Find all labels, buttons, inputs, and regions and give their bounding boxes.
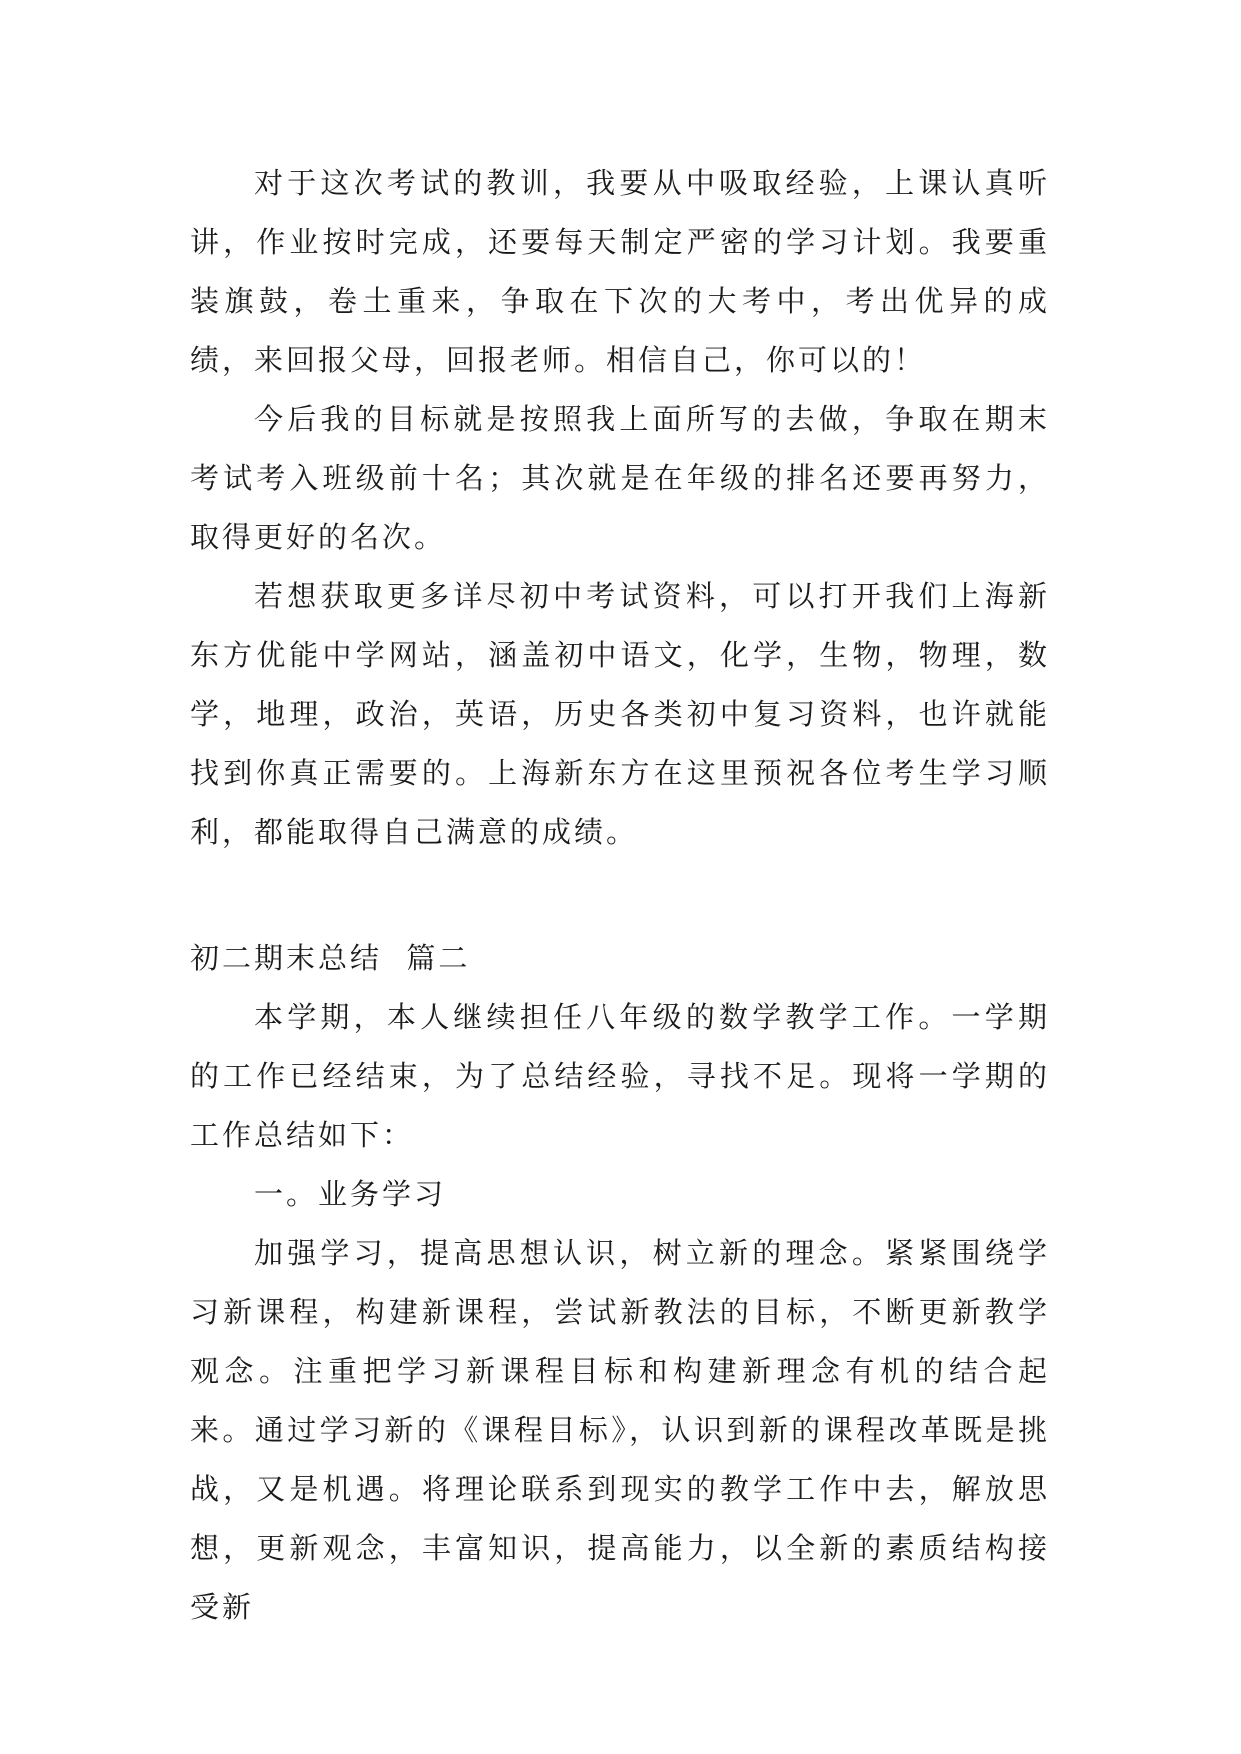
- section-title: 初二期末总结 篇二: [190, 941, 471, 975]
- paragraph-intro: 本学期，本人继续担任八年级的数学教学工作。一学期的工作已经结束，为了总结经验，寻找不足。现将一学期的工作总结如下：: [190, 1000, 1050, 1152]
- subheading-business-study: 一。业务学习: [254, 1177, 447, 1211]
- paragraph-business-study: 加强学习，提高思想认识，树立新的理念。紧紧围绕学习新课程，构建新课程，尝试新教法的目标，不断更新教学观念。注重把学习新课程目标和构建新理念有机的结合起来。通过学习新的《课程目标》，认识到新的课程改革既是挑战，又是机遇。将理论联系到现实的教学工作中去，解放思想，更新观念，丰富知识，提高能力，以全新的素质结构接受新: [190, 1236, 1050, 1624]
- paragraph-goal: 今后我的目标就是按照我上面所写的去做，争取在期末考试考入班级前十名；其次就是在年级的排名还要再努力，取得更好的名次。: [190, 402, 1050, 554]
- document-body: [190, 154, 1050, 1637]
- paragraph-resources: 若想获取更多详尽初中考试资料，可以打开我们上海新东方优能中学网站，涵盖初中语文，化学，生物，物理，数学，地理，政治，英语，历史各类初中复习资料，也许就能找到你真正需要的。上海新东方在这里预祝各位考生学习顺利，都能取得自己满意的成绩。: [190, 579, 1050, 849]
- paragraph-exam-lesson: 对于这次考试的教训，我要从中吸取经验，上课认真听讲，作业按时完成，还要每天制定严密的学习计划。我要重装旗鼓，卷土重来，争取在下次的大考中，考出优异的成绩，来回报父母，回报老师。相信自己，你可以的！: [190, 166, 1050, 377]
